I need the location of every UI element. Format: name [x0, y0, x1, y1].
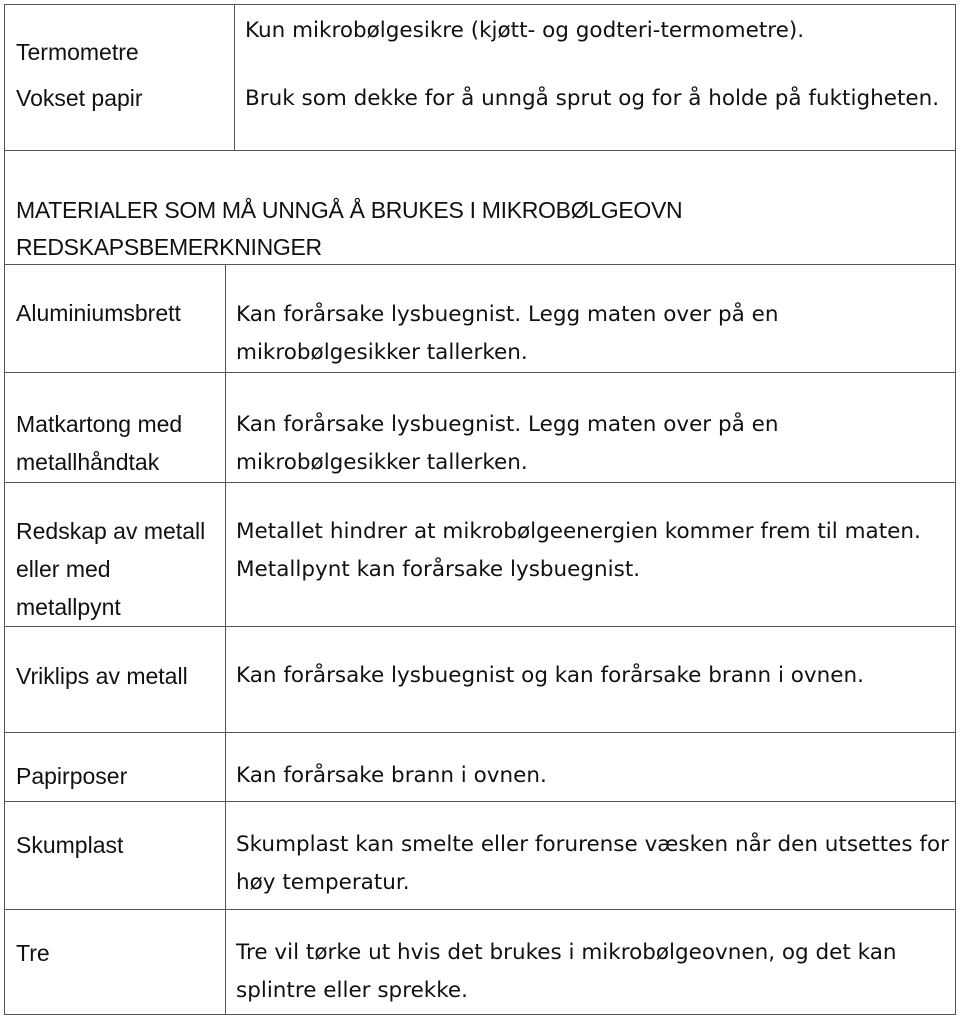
term-wax-paper: Vokset papir	[16, 85, 143, 111]
term-cell: Redskap av metall eller med metallpynt	[5, 483, 226, 627]
term-cell: Aluminiumsbrett	[5, 264, 226, 373]
term-cell: Vriklips av metall	[5, 627, 226, 733]
description-cell: Kan forårsake lysbuegnist. Legg maten over på en mikrobølgesikker tallerken.	[226, 264, 956, 373]
section-heading: MATERIALER SOM MÅ UNNGÅ Å BRUKES I MIKROBØLGEOVN	[16, 197, 683, 223]
term-thermometers: Termometre	[16, 39, 139, 65]
table-row	[5, 5, 956, 151]
description-cell: Tre vil tørke ut hvis det brukes i mikrobølgeovnen, og det kan splintre eller sprekke.	[226, 910, 956, 1015]
term-cell: Papirposer	[5, 733, 226, 802]
table-row	[5, 264, 956, 373]
desc-wax-paper: Bruk som dekke for å unngå sprut og for å holde på fuktigheten.	[245, 86, 940, 111]
description-cell: Metallet hindrer at mikrobølgeenergien kommer frem til maten. Metallpynt kan forårsake lysbuegnist.	[226, 483, 956, 627]
term-cell: Matkartong med metallhåndtak	[5, 373, 226, 483]
description-cell: Kan forårsake brann i ovnen.	[226, 733, 956, 802]
term-cell	[5, 5, 235, 151]
table-row	[5, 483, 956, 627]
avoid-materials-table	[4, 264, 956, 1015]
table-row	[5, 802, 956, 910]
description-cell	[235, 5, 956, 151]
table-row	[5, 627, 956, 733]
section-subheading: REDSKAPSBEMERKNINGER	[16, 234, 322, 260]
term-cell: Skumplast	[5, 802, 226, 910]
term-cell: Tre	[5, 910, 226, 1015]
table-row	[5, 910, 956, 1015]
description-cell: Skumplast kan smelte eller forurense væsken når den utsettes for høy temperatur.	[226, 802, 956, 910]
description-cell: Kan forårsake lysbuegnist og kan forårsake brann i ovnen.	[226, 627, 956, 733]
desc-thermometers: Kun mikrobølgesikre (kjøtt- og godteri-termometre).	[245, 18, 805, 43]
suitable-materials-table	[4, 4, 956, 151]
table-row	[5, 733, 956, 802]
description-cell: Kan forårsake lysbuegnist. Legg maten over på en mikrobølgesikker tallerken.	[226, 373, 956, 483]
table-row	[5, 373, 956, 483]
